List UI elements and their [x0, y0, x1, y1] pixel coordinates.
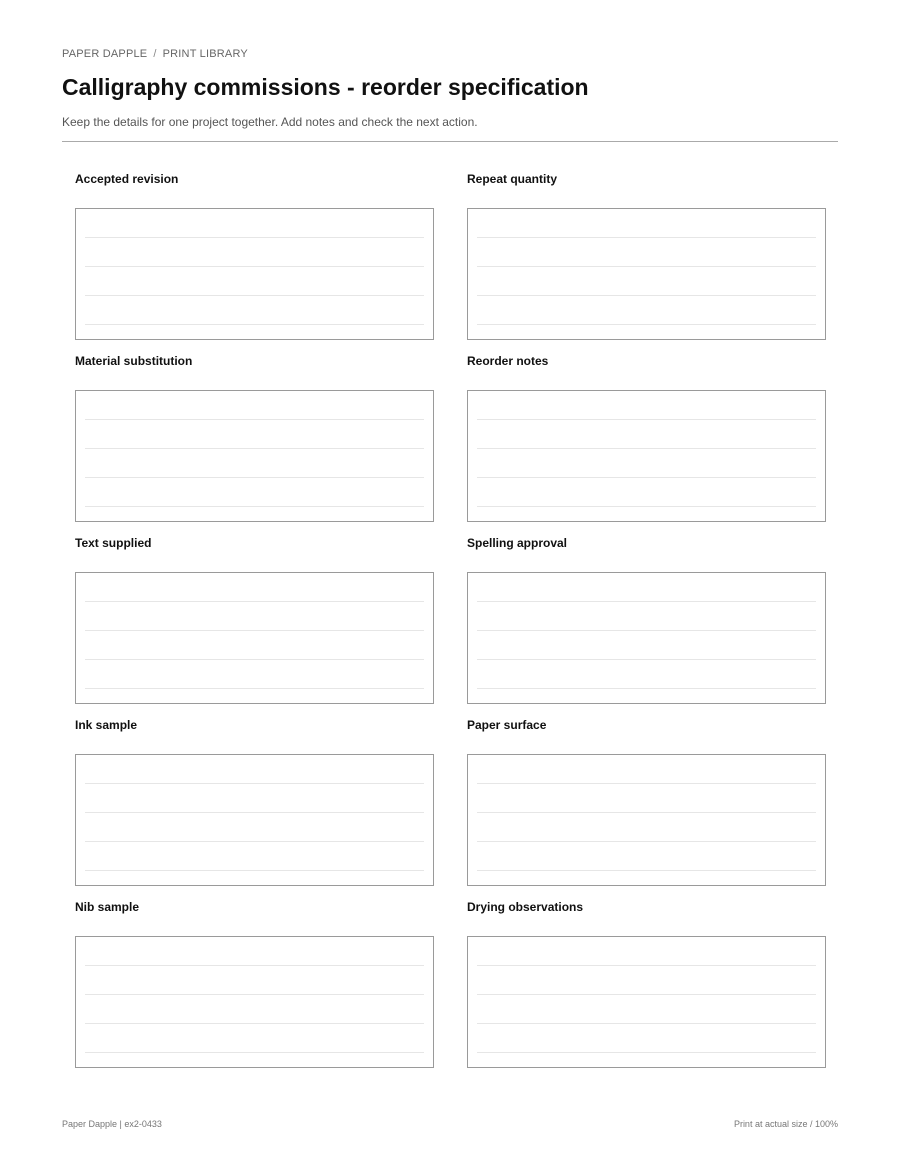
field-nib-sample: [75, 893, 434, 1075]
field-text-supplied: [75, 529, 434, 711]
writing-line: [477, 994, 816, 995]
breadcrumb-item-brand[interactable]: PAPER DAPPLE: [62, 48, 148, 60]
writing-line: [477, 688, 816, 689]
notes-box[interactable]: [467, 936, 826, 1068]
writing-line: [477, 295, 816, 296]
notes-box[interactable]: [75, 936, 434, 1068]
writing-line: [85, 870, 424, 871]
field-label: Ink sample: [75, 718, 138, 732]
notes-box[interactable]: [467, 754, 826, 886]
writing-line: [85, 630, 424, 631]
field-label: Material substitution: [75, 354, 193, 368]
writing-line: [85, 1052, 424, 1053]
writing-line: [477, 506, 816, 507]
field-label: Text supplied: [75, 536, 152, 550]
writing-line: [477, 812, 816, 813]
notes-box[interactable]: [75, 208, 434, 340]
writing-line: [85, 1023, 424, 1024]
field-paper-surface: [467, 711, 826, 893]
field-label: Accepted revision: [75, 172, 179, 186]
notes-box[interactable]: [75, 572, 434, 704]
footer-print-note: Print at actual size / 100%: [733, 1119, 838, 1129]
header-divider: [62, 141, 838, 142]
notes-box[interactable]: [467, 208, 826, 340]
field-reorder-notes: [467, 347, 826, 529]
field-label: Paper surface: [467, 718, 547, 732]
writing-line: [477, 419, 816, 420]
writing-line: [477, 237, 816, 238]
field-drying-observations: [467, 893, 826, 1075]
writing-line: [477, 659, 816, 660]
field-label: Drying observations: [467, 900, 584, 914]
breadcrumb-item-library[interactable]: PRINT LIBRARY: [162, 48, 248, 60]
writing-line: [85, 841, 424, 842]
writing-line: [85, 783, 424, 784]
writing-line: [477, 841, 816, 842]
page-title: Calligraphy commissions - reorder specification: [62, 74, 589, 100]
field-ink-sample: [75, 711, 434, 893]
writing-line: [477, 266, 816, 267]
writing-line: [85, 477, 424, 478]
writing-line: [477, 783, 816, 784]
breadcrumb: [62, 48, 248, 60]
writing-line: [85, 812, 424, 813]
field-spelling-approval: [467, 529, 826, 711]
writing-line: [477, 324, 816, 325]
writing-line: [85, 965, 424, 966]
field-label: Nib sample: [75, 900, 140, 914]
field-material-substitution: [75, 347, 434, 529]
writing-line: [477, 448, 816, 449]
writing-line: [85, 419, 424, 420]
writing-line: [477, 477, 816, 478]
writing-line: [477, 870, 816, 871]
writing-line: [85, 448, 424, 449]
field-repeat-quantity: [467, 165, 826, 347]
field-label: Spelling approval: [467, 536, 568, 550]
page-subtitle: Keep the details for one project together. Add notes and check the next action.: [62, 115, 478, 129]
writing-line: [85, 237, 424, 238]
field-label: Repeat quantity: [467, 172, 558, 186]
writing-line: [477, 1023, 816, 1024]
writing-line: [85, 994, 424, 995]
footer-document-id: Paper Dapple | ex2-0433: [62, 1119, 162, 1129]
notes-box[interactable]: [75, 390, 434, 522]
writing-line: [477, 601, 816, 602]
field-accepted-revision: [75, 165, 434, 347]
writing-line: [477, 965, 816, 966]
form-fields-grid: [75, 165, 826, 1075]
writing-line: [85, 688, 424, 689]
writing-line: [477, 630, 816, 631]
writing-line: [85, 324, 424, 325]
writing-line: [85, 659, 424, 660]
writing-line: [85, 266, 424, 267]
writing-line: [85, 506, 424, 507]
breadcrumb-separator: /: [153, 48, 157, 60]
writing-line: [85, 601, 424, 602]
field-label: Reorder notes: [467, 354, 549, 368]
notes-box[interactable]: [75, 754, 434, 886]
notes-box[interactable]: [467, 390, 826, 522]
notes-box[interactable]: [467, 572, 826, 704]
writing-line: [477, 1052, 816, 1053]
writing-line: [85, 295, 424, 296]
